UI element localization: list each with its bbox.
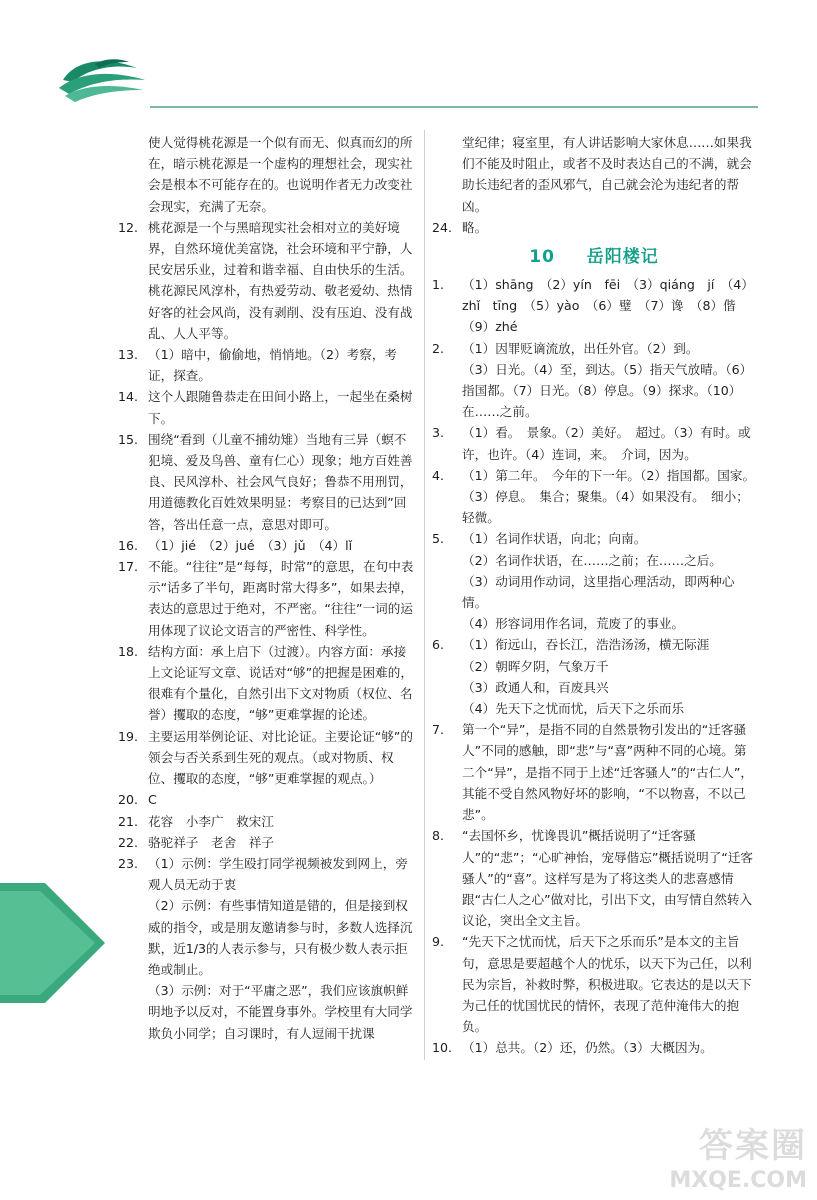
right-column xyxy=(432,132,756,1059)
answer-text: C xyxy=(148,792,157,808)
answer-text: 围绕“看到（儿童不捕幼雉）当地有三异（螟不犯境、爱及鸟兽、童有仁心）现象；地方百姓善良、民风淳朴、社会风气良好；鲁恭不用刑罚，用道德教化百姓效果明显：考察目的已达到”回答，答出任意一点，意思对即可。 xyxy=(148,431,413,532)
answer-text: 这个人跟随鲁恭走在田间小路上，一起坐在桑树下。 xyxy=(148,389,413,426)
answer-item xyxy=(432,634,756,655)
page-tab-arrow-icon xyxy=(0,883,105,1003)
watermark-url: MXQE.COM xyxy=(669,1168,807,1193)
answer-item xyxy=(118,429,416,535)
answer-text: 略。 xyxy=(462,219,488,235)
watermark xyxy=(655,1110,815,1200)
answer-text: 桃花源是一个与黑暗现实社会相对立的美好境界，自然环境优美富饶，社会环境和平宁静，人民安居乐业，过着和谐幸福、自由快乐的生活。桃花源民风淳朴，有热爱劳动、敬老爱幼、热情好客的社会风尚，没有剥削、没有压迫、没有战乱、人人平等。 xyxy=(148,219,413,341)
answer-item xyxy=(432,274,756,338)
answer-continuation xyxy=(432,550,756,571)
answer-item xyxy=(432,338,756,359)
answer-item xyxy=(432,719,756,825)
answer-text: 结构方面：承上启下（过渡）。内容方面：承接上文论证写文章、说话对“够”的把握是困难的，很难有个量化，自然引出下文对物质（权位、名誉）攫取的态度，“够”更难掌握的论述。 xyxy=(148,643,413,723)
wave-logo-icon xyxy=(55,50,150,105)
answer-text: 第一个“异”，是指不同的自然景物引发出的“迁客骚人”不同的感触，即“悲”与“喜”两种不同的心境。第二个“异”，是指不同于上述“迁客骚人”的“古仁人”，其能不受自然风物好坏的影响，“不以物喜，不以己悲”。 xyxy=(462,722,754,823)
answer-text: （1）名词作状语，向北；向南。 xyxy=(462,531,647,547)
answer-text: 不能。“往往”是“每每，时常”的意思，在句中表示“话多了半句，距离时常大得多”，如果去掉，表达的意思过于绝对，不严密。“往往”一词的运用体现了议论文语言的严密性、科学性。 xyxy=(148,559,414,638)
answer-continuation xyxy=(432,359,756,423)
answer-item xyxy=(118,535,416,556)
answer-text: 主要运用举例论证、对比论证。主要论证“够”的领会与否关系到生死的观点。（或对物质、权位、攫取的态度，“够”更难掌握的观点。） xyxy=(148,728,413,787)
answer-continuation xyxy=(432,132,756,217)
answer-text: （1）暗中，偷偷地，悄悄地。（2）考察，考证，探查。 xyxy=(148,347,398,384)
answer-item xyxy=(118,641,416,726)
answer-text: “去国怀乡，忧谗畏讥”概括说明了“迁客骚人”的“悲”；“心旷神怡，宠辱偕忘”概括说明了“迁客骚人”的“喜”。这样写是为了将这类人的悲喜感情跟“古仁人之心”做对比，引出下文，由写情自然转入议论，突出全文主旨。 xyxy=(462,828,754,929)
answer-number: 23. xyxy=(118,855,139,871)
answer-number: 1. xyxy=(432,277,445,293)
answer-number: 17. xyxy=(118,559,139,575)
answer-item xyxy=(118,789,416,810)
answer-text: （1）看。 景象。（2）美好。 超过。（3）有时。或许，也许。（4）连词，来。 介词，因为。 xyxy=(462,425,751,462)
answer-text: （3）示例：对于“平庸之恶”，我们应该旗帜鲜明地予以反对，不能置身事外。学校里有大同学欺负小同学；自习课时，有人逗闹干扰课 xyxy=(148,983,413,1041)
answer-item xyxy=(118,853,416,895)
answer-item xyxy=(432,217,756,238)
answer-item xyxy=(118,217,416,344)
header-rule xyxy=(150,106,758,108)
answer-number: 7. xyxy=(432,722,445,738)
answer-text: （2）朝晖夕阴，气象万千 xyxy=(462,658,609,674)
answer-item xyxy=(118,726,416,790)
answer-item xyxy=(118,811,416,832)
answer-item xyxy=(432,528,756,549)
answer-item xyxy=(118,832,416,853)
answer-text: （2）示例：有些事情知道是错的，但是接到权威的指令，或是朋友邀请参与时，多数人选择沉默，近1/3的人表示参与，只有极少数人表示拒绝或制止。 xyxy=(148,898,413,977)
answer-number: 3. xyxy=(432,425,445,441)
answer-text: （3）政通人和，百废具兴 xyxy=(462,679,609,695)
answer-continuation xyxy=(432,677,756,698)
answer-text: “先天下之忧而忧，后天下之乐而乐”是本文的主旨句，意思是要超越个人的忧乐，以天下为己任，以利民为宗旨，补救时弊，积极进取。它表达的是以天下为己任的忧国忧民的情怀，表现了范仲淹伟大的抱负。 xyxy=(462,934,752,1035)
answer-text: （1）第二年。 今年的下一年。（2）指国都。国家。（3）停息。 集合；聚集。（4）如果没有。 细小；轻微。 xyxy=(462,467,756,526)
answer-text: （3）动词用作动词，这里指心理活动，即两种心情。 xyxy=(462,573,735,611)
answer-text: （1）衔远山，吞长江，浩浩汤汤，横无际涯 xyxy=(462,637,710,653)
answer-number: 8. xyxy=(432,828,445,844)
answer-text: （1）shāng （2）yín fēi （3）qiáng jí （4）zhǐ tīng （5）yào （6）璧 （7）谗 （8）偕 （9）zhé xyxy=(462,277,754,335)
section-number: 10 xyxy=(529,247,555,268)
answer-number: 6. xyxy=(432,637,445,653)
answer-continuation xyxy=(432,656,756,677)
answer-number: 13. xyxy=(118,347,139,363)
right-main-block xyxy=(432,274,756,1059)
answer-text: （2）名词作状语，在……之前；在……之后。 xyxy=(462,552,722,568)
answer-number: 5. xyxy=(432,531,445,547)
answer-number: 19. xyxy=(118,728,139,744)
answer-item xyxy=(118,386,416,428)
answer-item xyxy=(118,344,416,386)
left-column xyxy=(118,132,416,1044)
answer-text: （4）先天下之忧而忧，后天下之乐而乐 xyxy=(462,701,685,717)
answer-text: （1）因罪贬谪流放，出任外官。（2）到。 xyxy=(462,340,699,356)
answer-text: （1）jié （2）jué （3）jǔ （4）lǐ xyxy=(148,537,353,553)
answer-number: 22. xyxy=(118,834,139,850)
answer-item xyxy=(118,556,416,641)
section-title xyxy=(432,246,756,268)
watermark-chinese: 答案圈 xyxy=(699,1126,807,1166)
answer-continuation xyxy=(432,698,756,719)
answer-continuation xyxy=(432,613,756,634)
section-title-text: 岳阳楼记 xyxy=(586,247,659,268)
answer-text: 堂纪律；寝室里，有人讲话影响大家休息……如果我们不能及时阻止，或者不及时表达自己的不满，就会助长违纪者的歪风邪气，自己就会沦为违纪者的帮凶。 xyxy=(462,135,752,214)
answer-number: 12. xyxy=(118,219,139,235)
answer-text: 使人觉得桃花源是一个似有而无、似真而幻的所在，暗示桃花源是一个虚构的理想社会，现实社会是根本不可能存在的。也说明作者无力改变社会现实，充满了无奈。 xyxy=(148,135,413,214)
answer-number: 15. xyxy=(118,431,139,447)
answer-number: 18. xyxy=(118,643,139,659)
answer-number: 21. xyxy=(118,813,139,829)
answer-number: 16. xyxy=(118,537,139,553)
answer-continuation xyxy=(118,132,416,217)
answer-item xyxy=(432,465,756,529)
right-top-block xyxy=(432,132,756,238)
answer-number: 20. xyxy=(118,792,139,808)
answer-number: 9. xyxy=(432,934,445,950)
column-divider xyxy=(424,130,425,1060)
answer-continuation xyxy=(432,571,756,613)
answer-item xyxy=(432,931,756,1037)
answer-text: （1）总共。（2）还，仍然。（3）大概因为。 xyxy=(462,1040,713,1056)
answer-number: 2. xyxy=(432,340,445,356)
answer-text: （3）日光。（4）至，到达。（5）指天气放晴。（6）指国都。（7）日光。（8）停息。（9）探求。（10）在……之前。 xyxy=(462,361,753,420)
answer-continuation xyxy=(118,980,416,1044)
answer-continuation xyxy=(118,895,416,980)
answer-item xyxy=(432,422,756,464)
answer-number: 24. xyxy=(432,219,453,235)
answer-text: （4）形容词用作名词，荒废了的事业。 xyxy=(462,616,685,632)
answer-text: （1）示例：学生殴打同学视频被发到网上，旁观人员无动于衷 xyxy=(148,855,408,893)
answer-number: 14. xyxy=(118,389,139,405)
answer-text: 骆驼祥子 老舍 祥子 xyxy=(148,834,274,850)
answer-number: 10. xyxy=(432,1040,453,1056)
answer-text: 花容 小李广 救宋江 xyxy=(148,813,274,829)
answer-item xyxy=(432,825,756,931)
answer-number: 4. xyxy=(432,467,445,483)
answer-item xyxy=(432,1037,756,1058)
